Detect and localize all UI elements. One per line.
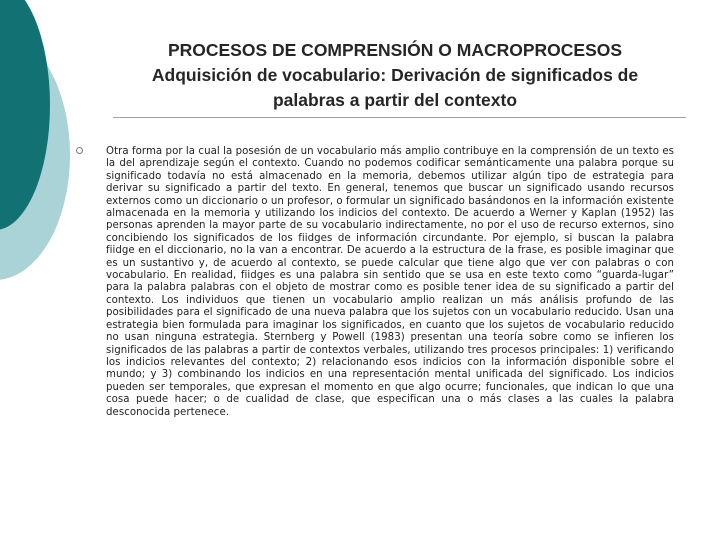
hollow-circle-bullet-icon bbox=[76, 147, 83, 154]
title-line-1: PROCESOS DE COMPRENSIÓN O MACROPROCESOS bbox=[167, 40, 623, 60]
title-line-3: palabras a partir del contexto bbox=[272, 90, 518, 110]
title-divider bbox=[113, 117, 686, 118]
title-line-2: Adquisición de vocabulario: Derivación de significados de bbox=[151, 65, 639, 85]
slide-title bbox=[110, 38, 680, 113]
body-paragraph: Otra forma por la cual la posesión de un vocabulario más amplio contribuye en la comprensión de un texto es la del aprendizaje según el contexto. Cuando no podemos codificar semánticamente una palabra porque su significado todavía no está almacenado en la memoria, debemos utilizar algún tipo de estrategia para derivar su significado a partir del texto. En general, tenemos que buscar un significado usando recursos externos como un diccionario o un profesor, o formular un significado basándonos en la información existente almacenada en la memoria y utilizando los indicios del contexto. De acuerdo a Werner y Kaplan (1952) las personas aprenden la mayor parte de su vocabulario indirectamente, no por el uso de recurso externos, sino concibiendo los significados de los fiidges de información circundante. Por ejemplo, si buscan la palabra fiidge en el diccionario, no la van a encontrar. De acuerdo a la estructura de la frase, es posible imaginar que es un sustantivo y, de acuerdo al contexto, se puede calcular que tiene algo que ver con palabras o con vocabulario. En realidad, fiidges es una palabra sin sentido que se usa en este texto como “guarda-lugar” para la palabra palabras con el objeto de mostrar como es posible tener idea de su significado a partir del contexto. Los individuos que tienen un vocabulario amplio realizan un más análisis profundo de las posibilidades para el significado de una nueva palabra que los sujetos con un vocabulario reducido. Usan una estrategia bien formulada para imaginar los significados, en cuanto que los sujetos de vocabulario reducido no usan ninguna estrategia. Sternberg y Powell (1983) presentan una teoría sobre como se infieren los significados de las palabras a partir de contextos verbales, utilizando tres procesos principales: 1) verificando los indicios relevantes del contexto; 2) relacionando esos indicios con la información disponible sobre el mundo; y 3) combinando los indicios en una representación mental unificada del significado. Los indicios pueden ser temporales, que expresan el momento en que algo ocurre; funcionales, que indican lo que una cosa puede hacer; o de cualidad de clase, que especifican una o más clases a las cuales la palabra desconocida pertenece. bbox=[106, 146, 674, 418]
